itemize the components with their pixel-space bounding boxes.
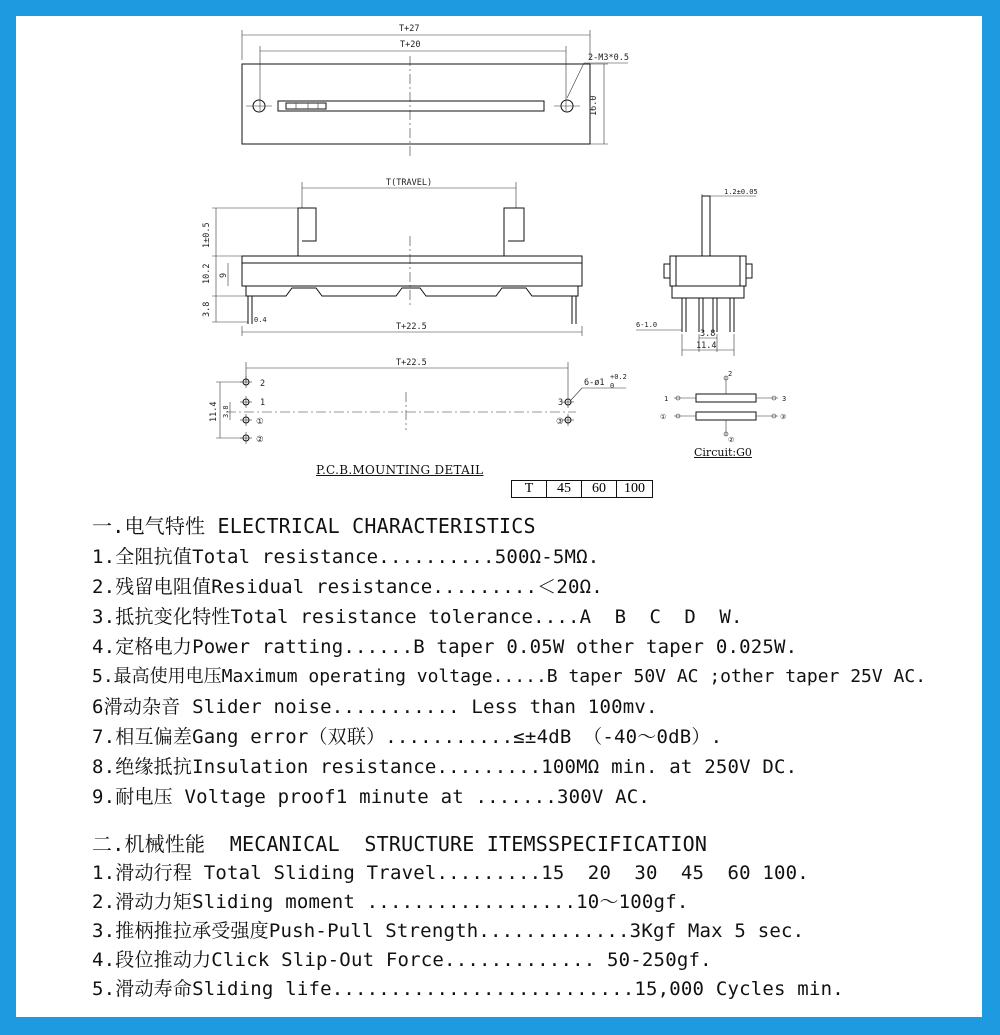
dim-1: 1±0.5	[202, 222, 212, 248]
spec-line: 8.绝缘抵抗Insulation resistance.........100MΩ min. at 250V DC.	[92, 756, 798, 778]
length-dim: T+22.5	[396, 322, 427, 332]
circuit-pin-c2: ②	[728, 436, 735, 444]
circuit-pin-c3: ③	[780, 413, 787, 421]
top-view	[242, 24, 629, 156]
circuit-pin-1: 1	[664, 395, 669, 403]
pcb-tol-zero: 0	[610, 382, 615, 390]
dim-pin: 0.4	[254, 316, 267, 324]
pcb-right-3: 3	[558, 398, 564, 408]
travel-table	[511, 480, 653, 498]
spec-line: 2.滑动力矩Sliding moment ..................10～100gf.	[92, 891, 689, 913]
hole-note: 2-M3*0.5	[588, 53, 629, 63]
travel-table-cell: T	[512, 481, 547, 498]
circuit-label: Circuit:G0	[694, 446, 752, 459]
mechanical-drawing	[16, 16, 982, 516]
pcb-pitch: 3.8	[222, 405, 230, 418]
spec-line: 4.段位推动力Click Slip-Out Force............. 50-250gf.	[92, 949, 712, 971]
travel-table-cell: 45	[547, 481, 582, 498]
pin-pitch: 3.8	[700, 329, 716, 339]
spec-line: 5.滑动寿命Sliding life..........................15,000 Cycles min.	[92, 978, 844, 1000]
spec-line: 5.最高使用电压Maximum operating voltage.....B taper 50V AC ;other taper 25V AC.	[92, 666, 927, 687]
electrical-heading: 一.电气特性 ELECTRICAL CHARACTERISTICS	[92, 514, 536, 538]
dim-3-8: 3.8	[202, 301, 212, 317]
spec-line: 1.滑动行程 Total Sliding Travel.........15 20 30 45 60 100.	[92, 862, 809, 884]
pcb-tol-plus: +0.2	[610, 373, 627, 381]
spec-line: 9.耐电压 Voltage proof1 minute at .......300V AC.	[92, 786, 651, 808]
pin-count: 6-1.0	[636, 321, 658, 329]
pcb-right-c3: ③	[556, 417, 564, 427]
height-dim: 16.0	[589, 95, 599, 116]
dim-outer: T+27	[399, 24, 420, 34]
pcb-mounting-title: P.C.B.MOUNTING DETAIL	[316, 463, 484, 477]
circuit-pin-c1: ①	[660, 413, 667, 421]
spec-line: 1.全阻抗值Total resistance..........500Ω-5MΩ.	[92, 546, 600, 568]
end-view	[636, 188, 758, 356]
travel-table-cell: 60	[582, 481, 617, 498]
circuit-diagram	[660, 370, 786, 444]
spec-line: 6滑动杂音 Slider noise........... Less than 100mv.	[92, 696, 658, 718]
spec-line: 2.残留电阻值Residual resistance.........＜20Ω.	[92, 576, 603, 598]
pcb-left-1: 1	[260, 398, 266, 408]
pin-span: 11.4	[696, 341, 717, 351]
pcb-left-2: 2	[260, 379, 266, 389]
travel-dim: T(TRAVEL)	[386, 178, 433, 188]
pcb-length: T+22.5	[396, 358, 427, 368]
dim-9: 9	[219, 272, 229, 278]
dim-inner: T+20	[400, 40, 421, 50]
pcb-left-c2: ②	[256, 435, 264, 445]
pcb-left-c1: ①	[256, 417, 264, 427]
spec-line: 3.抵抗变化特性Total resistance tolerance....A B C D W.	[92, 606, 743, 628]
pcb-detail	[209, 358, 627, 445]
side-view	[202, 178, 582, 336]
spec-line: 4.定格电力Power ratting......B taper 0.05W other taper 0.025W.	[92, 636, 798, 658]
circuit-pin-3: 3	[782, 395, 787, 403]
end-width: 1.2±0.05	[724, 188, 758, 196]
travel-table-cell: 100	[617, 481, 653, 498]
dim-10-2: 10.2	[202, 263, 212, 284]
datasheet-page	[16, 16, 982, 1017]
spec-line: 7.相互偏差Gang error（双联）...........≤±4dB （-40～0dB）.	[92, 726, 723, 748]
mechanical-heading: 二.机械性能 MECANICAL STRUCTURE ITEMSSPECIFICATION	[92, 832, 708, 856]
circuit-pin-2: 2	[728, 370, 733, 378]
spec-line: 3.推柄推拉承受强度Push-Pull Strength.............3Kgf Max 5 sec.	[92, 920, 805, 942]
pcb-row: 11.4	[209, 401, 219, 422]
pcb-holes: 6-ø1	[584, 378, 605, 388]
